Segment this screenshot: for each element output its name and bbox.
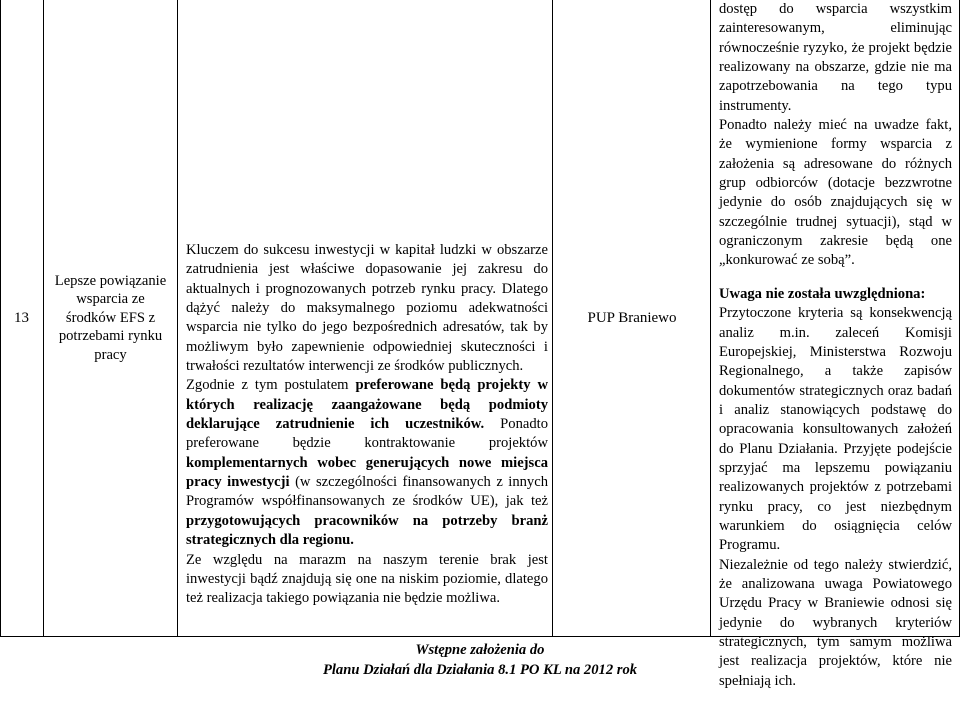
unit-cell <box>558 0 706 636</box>
description-paragraph-1: Kluczem do sukcesu inwestycji w kapitał ludzki w obszarze zatrudnienia jest właściwe dopasowanie jej zakresu do aktualnych i prognozowanych potrzeb rynku pracy. Dlatego dążyć należy do maksymalnego poziomu adekwatności wsparcia nie tylko do jego bezpośrednich adresatów, tak by możliwym było zapewnienie odpowiedniej skuteczności i trwałości rezultatów interwencji ze środków publicznych. <box>186 242 548 375</box>
description-p2-middle: Ponadto preferowane będzie kontraktowanie projektów <box>186 416 549 452</box>
description-p2-emphasis-2: komplementarnych wobec generujących nowe miejsca pracy inwestycji <box>186 454 548 491</box>
comment-cell <box>719 0 952 691</box>
comment-paragraph-1: Przytoczone kryteria są konsekwencją analiz m.in. zaleceń Komisji Europejskiej, Ministerstwa Rozwoju Regionalnego, a także zapisów dokumentów strategicznych oraz badań i analiz stanowiących podstawę do opracowania konsultowanych założeń do Planu Działania. Przyjęte podejście sprzyjać ma lepszemu powiązaniu realizowanych projektów z potrzebami rynku pracy, co jest niezbędnym warunkiem do osiągnięcia celów Programu. <box>719 305 952 554</box>
description-p2-intro: Zgodnie z tym postulatem <box>186 377 356 394</box>
comment-heading <box>719 285 952 304</box>
topic-text: Lepsze powiązanie wsparcia ze środków EFS z potrzebami rynku pracy <box>54 272 167 363</box>
description-p2-emphasis-3: przygotowujących pracowników na potrzeby branż strategicznych dla regionu. <box>186 512 548 549</box>
description-paragraph-3: Ze względu na marazm na naszym terenie brak jest inwestycji bądź znajdują się one na niskim poziomie, dlatego też realizacja takiego powiązania nie będzie możliwa. <box>186 551 548 607</box>
footer-line-1 <box>300 640 660 660</box>
row-number-cell <box>0 0 43 636</box>
row-number: 13 <box>14 309 29 326</box>
comment-top-paragraph-1: dostęp do wsparcia wszystkim zainteresowanym, eliminując równocześnie ryzyko, że projekt będzie realizowany na obszarze, gdzie nie ma zapotrzebowania na tego typu instrumenty. <box>719 1 952 114</box>
comment-heading-text: Uwaga nie została uwzględniona: <box>719 285 926 302</box>
description-paragraph-2 <box>186 376 548 550</box>
description-p2-emphasis-1: preferowane będą projekty w których realizację zaangażowane będą podmioty deklarujące zatrudnienie ich uczestników. <box>186 377 548 433</box>
comment-gap <box>719 271 952 285</box>
topic-cell <box>44 0 177 636</box>
footer-title <box>300 640 660 680</box>
description-p2-continuation: (w szczególności finansowanych z innych Programów współfinansowanych ze środków UE), jak też <box>186 474 548 510</box>
table-divider-2 <box>177 0 178 636</box>
description-cell <box>186 241 548 609</box>
comment-top-paragraph-2: Ponadto należy mieć na uwadze fakt, że wymienione formy wsparcia z założenia są adresowane do różnych grup odbiorców (dotacje bezzwrotne jedynie do osób znajdujących się w szczególnie trudnej sytuacji), stąd w ograniczonym zakresie będą one „konkurować ze sobą”. <box>719 117 952 269</box>
table-divider-3 <box>552 0 553 636</box>
unit-name: PUP Braniewo <box>587 309 677 326</box>
footer-line-2-bold: Planu Działań <box>322 662 411 678</box>
comment-paragraph-2: Niezależnie od tego należy stwierdzić, że analizowana uwaga Powiatowego Urzędu Pracy w Braniewie odnosi się jedynie do wybranych kryteriów strategicznych, tym samym możliwa jest realizacja projektów, które nie spełniają ich. <box>719 556 952 689</box>
footer-line-2-italic: dla Działania 8.1 PO KL na 2012 rok <box>410 662 638 678</box>
footer-line-1-text: Wstępne założenia do <box>415 642 545 658</box>
footer-line-2 <box>300 660 660 680</box>
table-divider-4 <box>710 0 711 636</box>
